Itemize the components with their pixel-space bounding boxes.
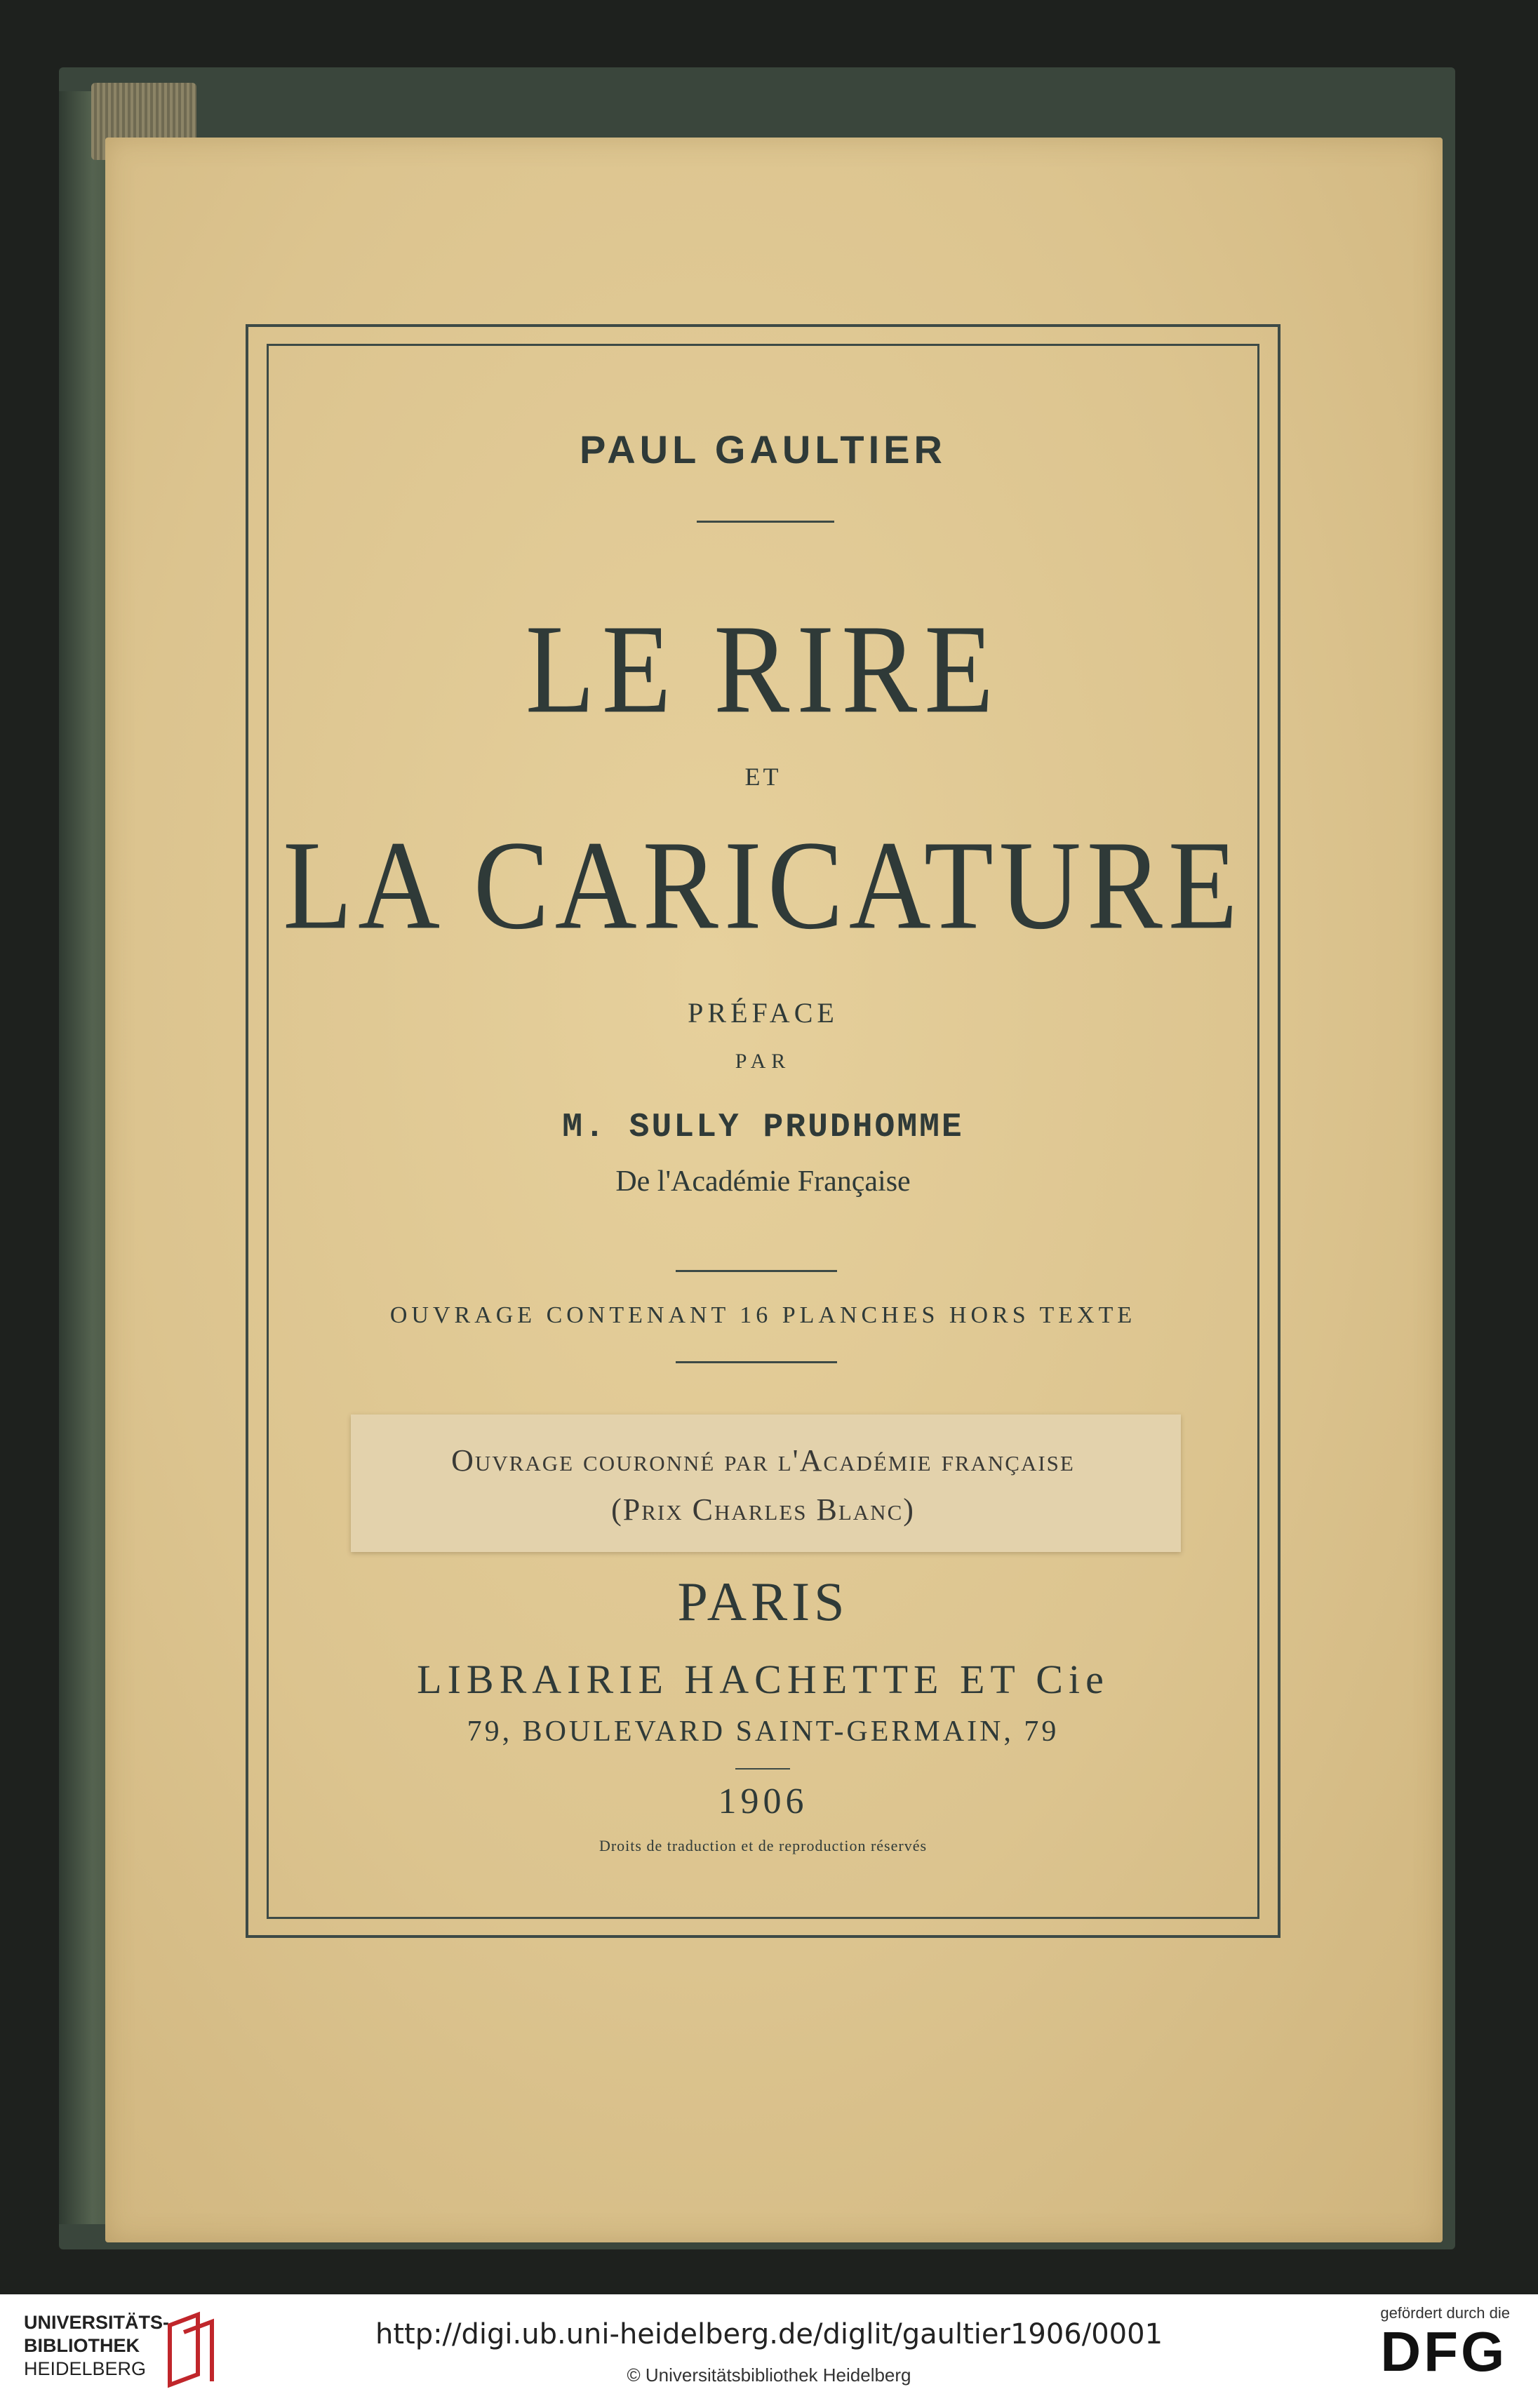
- divider-rule: [676, 1361, 837, 1363]
- publication-year: 1906: [718, 1781, 808, 1821]
- prefacer-affiliation: De l'Académie Française: [615, 1165, 911, 1198]
- divider-rule: [697, 521, 834, 523]
- award-label-slip: [351, 1414, 1181, 1552]
- library-name-line-2: BIBLIOTHEK: [24, 2335, 140, 2356]
- title-connector: ET: [744, 763, 782, 791]
- title-line-2: LA CARICATURE: [283, 815, 1243, 956]
- rights-notice: Droits de traduction et de reproduction réservés: [599, 1837, 928, 1854]
- title-line-1: LE RIRE: [525, 599, 1001, 740]
- divider-rule: [735, 1768, 790, 1770]
- funding-logo[interactable]: [1380, 2304, 1510, 2381]
- publisher-name: LIBRAIRIE HACHETTE ET Cie: [417, 1657, 1109, 1702]
- library-name-line-3: HEIDELBERG: [24, 2358, 147, 2379]
- viewer-footer: [0, 2294, 1538, 2408]
- dfg-logo: DFG: [1380, 2320, 1508, 2383]
- preface-by: PAR: [735, 1050, 791, 1073]
- publisher-city: PARIS: [677, 1571, 849, 1632]
- copyright-notice: © Universitätsbibliothek Heidelberg: [627, 2364, 911, 2386]
- divider-rule: [676, 1270, 837, 1272]
- publisher-address: 79, BOULEVARD SAINT-GERMAIN, 79: [467, 1715, 1059, 1748]
- funding-label: gefördert durch die: [1380, 2304, 1510, 2322]
- prefacer-name: M. SULLY PRUDHOMME: [562, 1109, 964, 1146]
- author-name: PAUL GAULTIER: [580, 427, 947, 471]
- award-line-1: Ouvrage couronné par l'Académie française: [451, 1443, 1075, 1478]
- preface-label: PRÉFACE: [688, 997, 838, 1029]
- plates-note: OUVRAGE CONTENANT 16 PLANCHES HORS TEXTE: [389, 1302, 1137, 1328]
- library-name-line-1: UNIVERSITÄTS-: [24, 2312, 170, 2333]
- award-line-2: (Prix Charles Blanc): [611, 1492, 915, 1527]
- permalink-url[interactable]: http://digi.ub.uni-heidelberg.de/diglit/gaultier1906/0001: [375, 2318, 1163, 2350]
